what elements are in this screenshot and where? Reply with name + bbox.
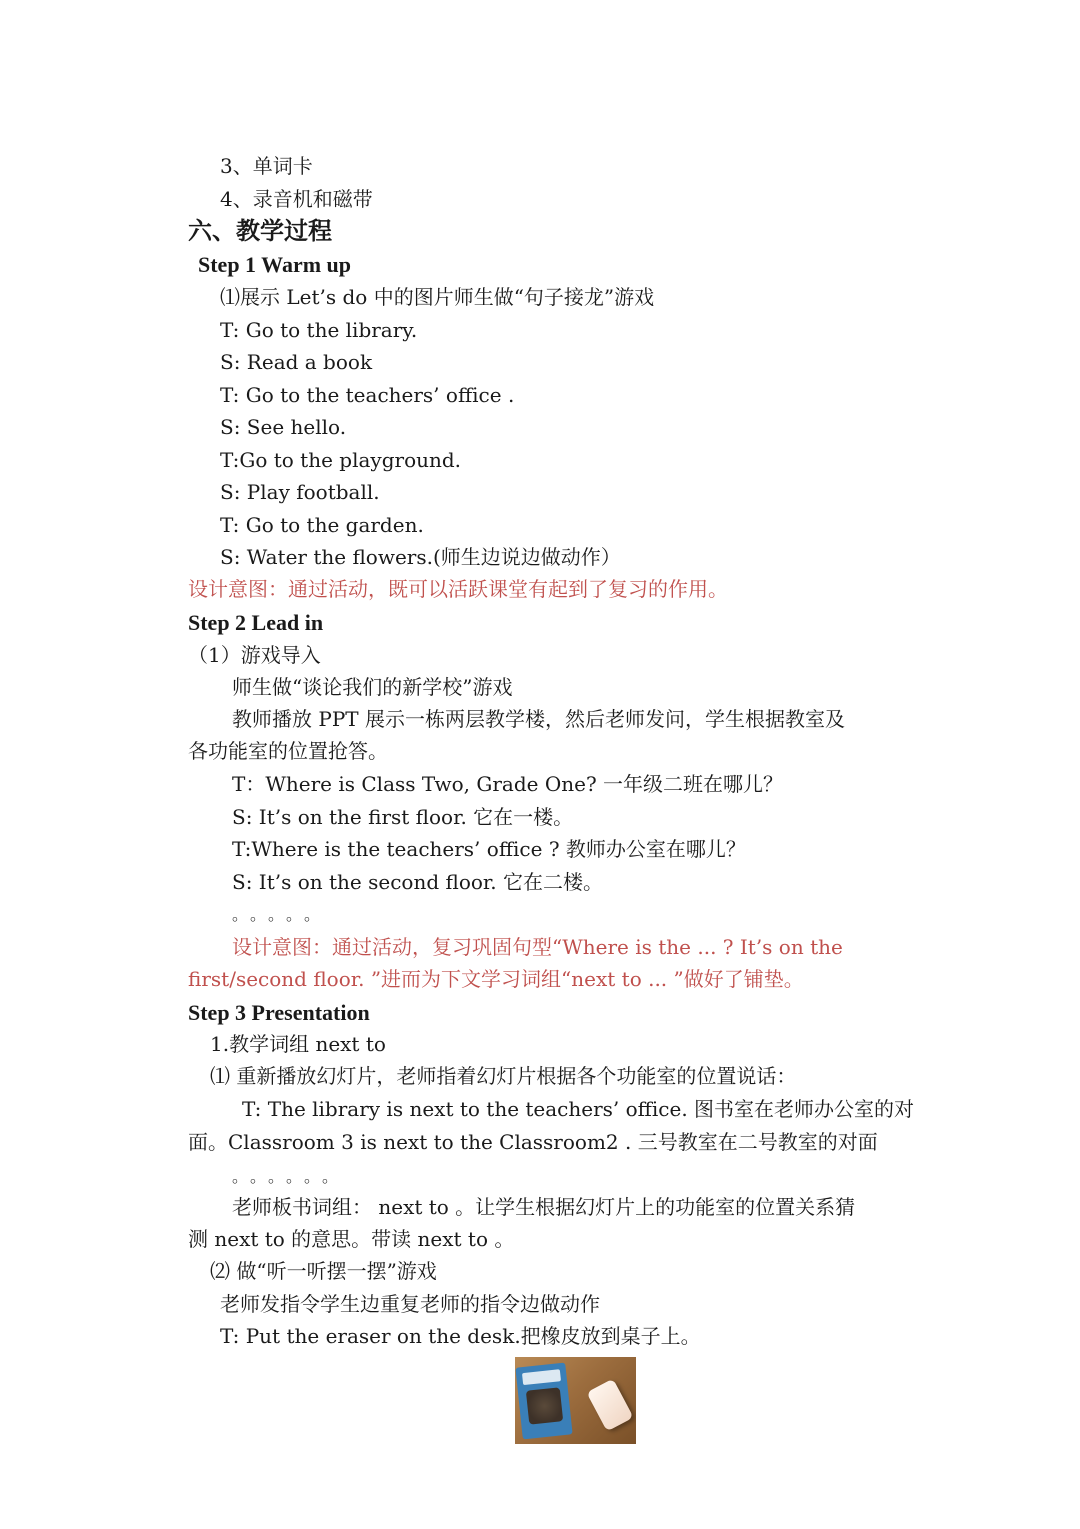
- design-intent-2-cont: first/second floor. ”进而为下文学习词组“next to ... ”做好了铺垫。: [188, 967, 804, 991]
- design-intent-2: 设计意图：通过活动，复习巩固句型“Where is the ... ? It’s on the: [232, 935, 843, 959]
- eraser: [586, 1379, 633, 1432]
- step-3-item-1: 1.教学词组 next to: [210, 1032, 386, 1056]
- dialogue-line: T: Go to the library.: [220, 318, 418, 342]
- dialogue-line: T:Go to the playground.: [220, 448, 462, 472]
- dialogue-line: S: It’s on the second floor. 它在二楼。: [232, 870, 603, 894]
- paragraph-line: 老师板书词组： next to 。让学生根据幻灯片上的功能室的位置关系猜: [232, 1195, 856, 1219]
- paragraph-line: 测 next to 的意思。带读 next to 。: [188, 1227, 515, 1251]
- eraser-photo: [515, 1357, 636, 1444]
- section-heading-teaching-process: 六、教学过程: [188, 216, 332, 245]
- design-intent-1: 设计意图：通过活动，既可以活跃课堂有起到了复习的作用。: [188, 577, 728, 601]
- step-2-heading: Step 2 Lead in: [188, 610, 324, 635]
- dialogue-line: T: Go to the teachers’ office .: [220, 383, 515, 407]
- paragraph-line: T: The library is next to the teachers’ office. 图书室在老师办公室的对: [242, 1097, 915, 1121]
- dialogue-line: T:Where is the teachers’ office ? 教师办公室在哪儿？: [232, 837, 746, 861]
- paragraph-line: 教师播放 PPT 展示一栋两层教学楼，然后老师发问，学生根据教室及: [232, 707, 845, 731]
- ellipsis-dots: 。。。。。。: [232, 1167, 349, 1186]
- paragraph-line: 老师发指令学生边重复老师的指令边做动作: [220, 1292, 600, 1316]
- dialogue-line: T：Where is Class Two, Grade One? 一年级二班在哪儿？: [232, 772, 784, 796]
- step-3-heading: Step 3 Presentation: [188, 1000, 370, 1025]
- paragraph-line: 师生做“谈论我们的新学校”游戏: [232, 675, 513, 699]
- dialogue-line: S: Read a book: [220, 350, 373, 374]
- step-3-activity-2: ⑵ 做“听一听摆一摆”游戏: [210, 1259, 437, 1283]
- material-item-3: 3、单词卡: [220, 154, 313, 178]
- ellipsis-dots: 。。。。。: [232, 905, 331, 924]
- paragraph-line: 各功能室的位置抢答。: [188, 739, 388, 763]
- material-item-4: 4、录音机和磁带: [220, 187, 373, 211]
- step-1-activity: ⑴展示 Let’s do 中的图片师生做“句子接龙”游戏: [220, 285, 655, 309]
- eraser-package: [515, 1363, 572, 1440]
- paragraph-line: 面。Classroom 3 is next to the Classroom2 . 三号教室在二号教室的对面: [188, 1130, 878, 1154]
- dialogue-line: S: See hello.: [220, 415, 347, 439]
- step-2-subheading: （1）游戏导入: [188, 643, 321, 667]
- dialogue-line: T: Put the eraser on the desk.把橡皮放到桌子上。: [220, 1324, 701, 1348]
- dialogue-line: S: Play football.: [220, 480, 380, 504]
- step-1-heading: Step 1 Warm up: [198, 252, 352, 277]
- step-3-activity-1: ⑴ 重新播放幻灯片，老师指着幻灯片根据各个功能室的位置说话：: [210, 1064, 797, 1088]
- dialogue-line: S: Water the flowers.(师生边说边做动作）: [220, 545, 621, 569]
- dialogue-line: T: Go to the garden.: [220, 513, 424, 537]
- dialogue-line: S: It’s on the first floor. 它在一楼。: [232, 805, 574, 829]
